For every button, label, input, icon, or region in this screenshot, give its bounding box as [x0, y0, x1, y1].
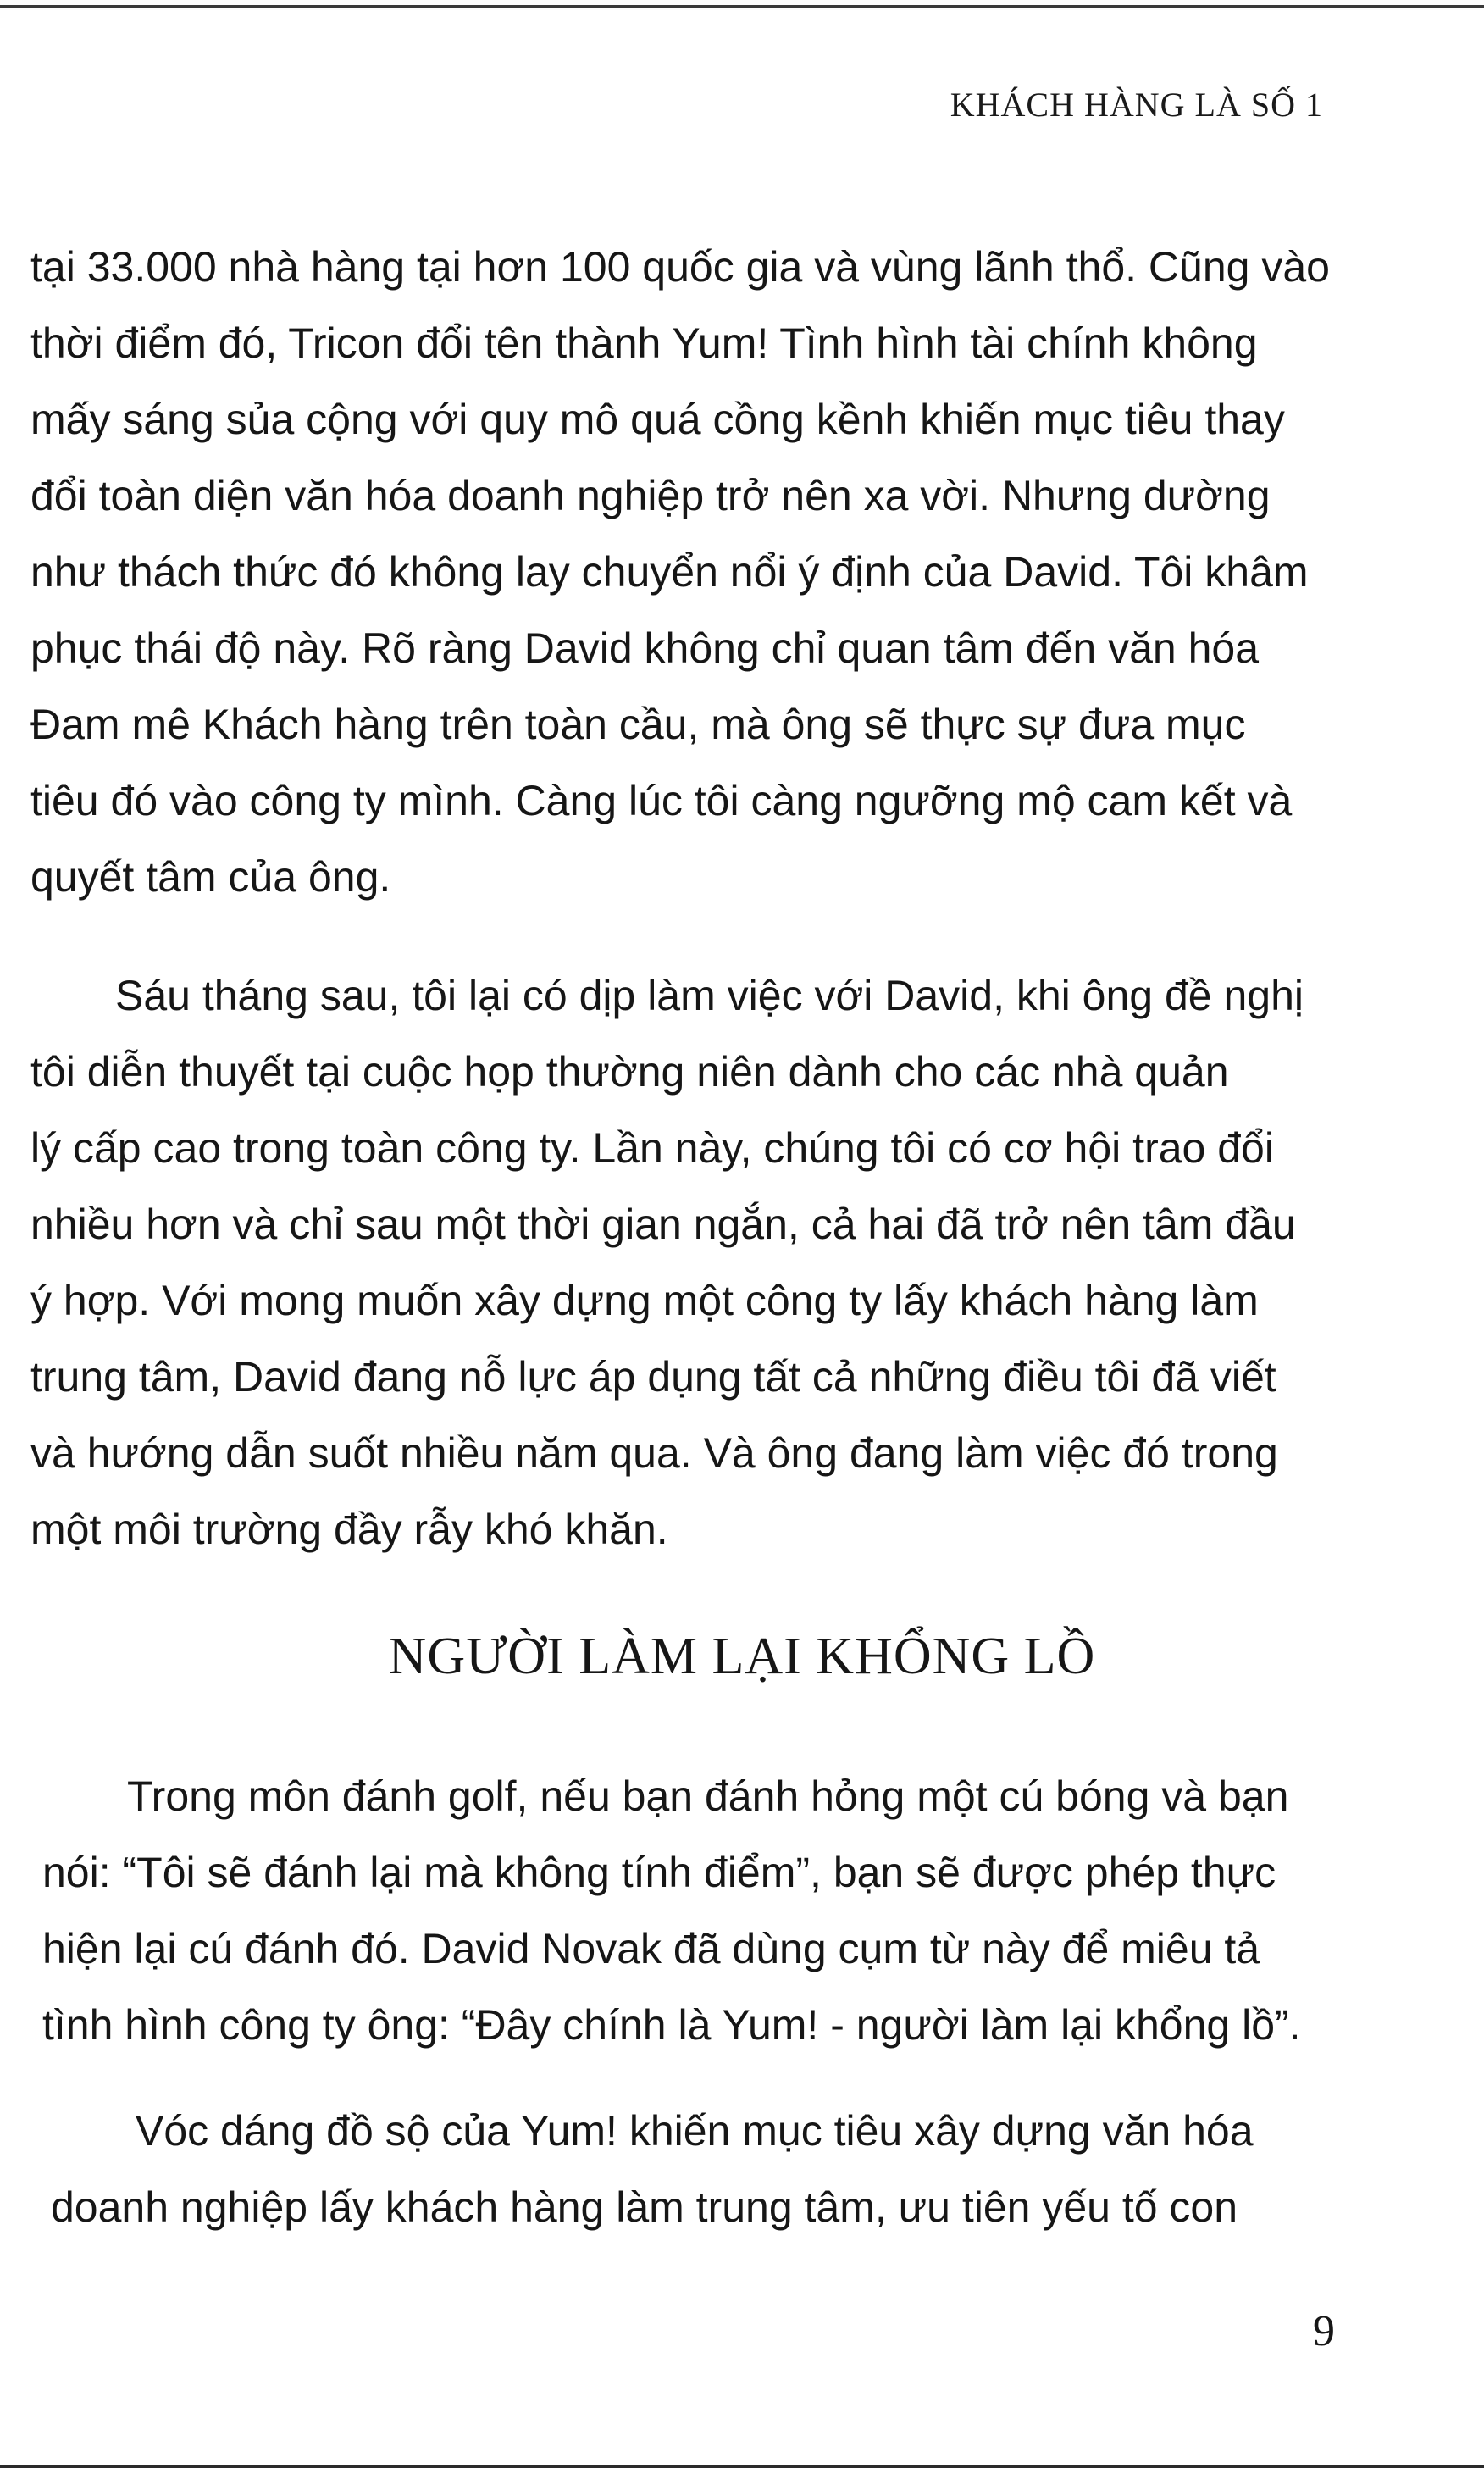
paragraph-line: Trong môn đánh golf, nếu bạn đánh hỏng một cú bóng và bạn	[127, 1772, 1289, 1820]
paragraph-line: lý cấp cao trong toàn công ty. Lần này, chúng tôi có cơ hội trao đổi	[30, 1124, 1274, 1172]
top-rule	[0, 5, 1484, 8]
paragraph-line: phục thái độ này. Rõ ràng David không chỉ quan tâm đến văn hóa	[30, 624, 1260, 672]
paragraph-1	[30, 229, 1328, 915]
paragraph-line: tại 33.000 nhà hàng tại hơn 100 quốc gia và vùng lãnh thổ. Cũng vào	[30, 243, 1330, 291]
paragraph-line: Đam mê Khách hàng trên toàn cầu, mà ông sẽ thực sự đưa mục	[30, 701, 1246, 748]
paragraph-line: tiêu đó vào công ty mình. Càng lúc tôi càng ngưỡng mộ cam kết và	[30, 777, 1293, 824]
paragraph-line: ý hợp. Với mong muốn xây dựng một công ty lấy khách hàng làm	[30, 1277, 1259, 1324]
paragraph-line: như thách thức đó không lay chuyển nổi ý định của David. Tôi khâm	[30, 548, 1309, 596]
paragraph-3	[42, 1758, 1340, 2063]
paragraph-line: một môi trường đầy rẫy khó khăn.	[30, 1506, 668, 1553]
page-number: 9	[1313, 2307, 1335, 2355]
paragraph-line: doanh nghiệp lấy khách hàng làm trung tâm, ưu tiên yếu tố con	[51, 2183, 1238, 2231]
paragraph-line: tôi diễn thuyết tại cuộc họp thường niên dành cho các nhà quản	[30, 1048, 1229, 1096]
running-header: KHÁCH HÀNG LÀ SỐ 1	[950, 86, 1323, 124]
paragraph-line: nói: “Tôi sẽ đánh lại mà không tính điểm”, bạn sẽ được phép thực	[42, 1849, 1276, 1896]
paragraph-line: tình hình công ty ông: “Đây chính là Yum! - người làm lại khổng lồ”.	[42, 2001, 1301, 2049]
paragraph-line: và hướng dẫn suốt nhiều năm qua. Và ông đang làm việc đó trong	[30, 1429, 1278, 1477]
bottom-rule	[0, 2465, 1484, 2468]
paragraph-line: đổi toàn diện văn hóa doanh nghiệp trở nên xa vời. Nhưng dường	[30, 472, 1271, 519]
section-heading: NGƯỜI LÀM LẠI KHỔNG LỒ	[388, 1628, 1096, 1685]
paragraph-2	[30, 957, 1328, 1567]
paragraph-line: thời điểm đó, Tricon đổi tên thành Yum! Tình hình tài chính không	[30, 319, 1258, 367]
paragraph-line: quyết tâm của ông.	[30, 853, 391, 901]
paragraph-4	[51, 2093, 1348, 2245]
paragraph-line: Vóc dáng đồ sộ của Yum! khiến mục tiêu xây dựng văn hóa	[136, 2107, 1254, 2155]
paragraph-line: nhiều hơn và chỉ sau một thời gian ngắn, cả hai đã trở nên tâm đầu	[30, 1201, 1296, 1248]
paragraph-line: hiện lại cú đánh đó. David Novak đã dùng cụm từ này để miêu tả	[42, 1925, 1260, 1972]
paragraph-line: trung tâm, David đang nỗ lực áp dụng tất cả những điều tôi đã viết	[30, 1353, 1276, 1401]
paragraph-line: mấy sáng sủa cộng với quy mô quá cồng kềnh khiến mục tiêu thay	[30, 396, 1285, 443]
paragraph-line: Sáu tháng sau, tôi lại có dịp làm việc với David, khi ông đề nghị	[115, 972, 1304, 1019]
